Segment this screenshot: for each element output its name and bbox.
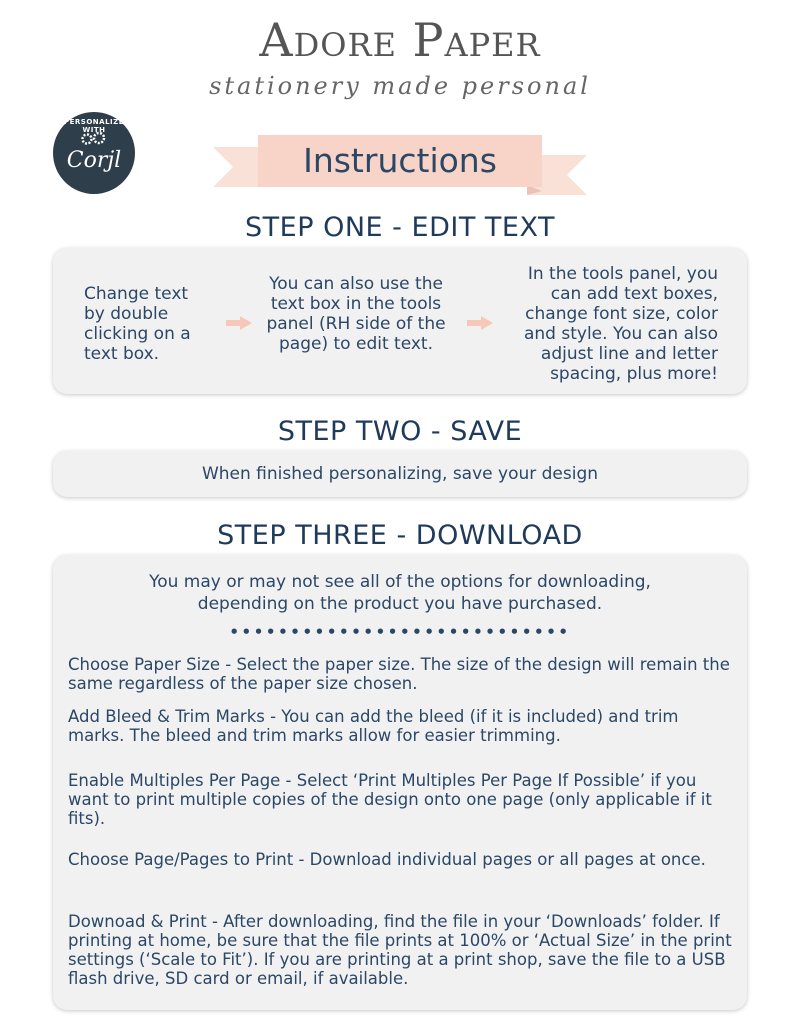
dotted-divider: ••••••••••••••••••••••••••••	[229, 623, 571, 641]
instructions-title: Instructions	[303, 141, 497, 180]
step-two-heading: STEP TWO - SAVE	[277, 416, 523, 447]
download-item: Downoad & Print - After downloading, find the file in your ‘Downloads’ folder. If printing at home, be sure that the file prints at 100% or ‘Actual Size’ in the print settings (‘Scale to Fit’). If you are printing at a print shop, save the file to a USB flash drive, SD card or email, if available.	[68, 912, 732, 988]
arrow-right-icon	[226, 316, 252, 330]
brand-tagline: stationery made personal	[209, 72, 591, 100]
step-one-heading: STEP ONE - EDIT TEXT	[245, 212, 555, 243]
step-one-col2: You can also use the text box in the tools panel (RH side of the page) to edit text.	[266, 274, 446, 354]
step-two-text: When finished personalizing, save your design	[201, 464, 599, 484]
download-item: Enable Multiples Per Page - Select ‘Print Multiples Per Page If Possible’ if you want to print multiple copies of the design onto one page (only applicable if it fits).	[68, 771, 712, 828]
corjl-badge	[53, 112, 135, 194]
download-item: Choose Page/Pages to Print - Download individual pages or all pages at once.	[68, 850, 706, 869]
arrow-right-icon	[467, 316, 493, 330]
badge-top-text: PERSONALIZE WITH	[64, 118, 124, 134]
brand-title: Adore Paper	[259, 13, 541, 67]
step-one-col3: In the tools panel, you can add text boxes, change font size, color and style. You can also adjust line and letter spacing, plus more!	[523, 264, 718, 384]
download-item: Choose Paper Size - Select the paper size. The size of the design will remain the same regardless of the paper size chosen.	[68, 655, 730, 693]
step-three-heading: STEP THREE - DOWNLOAD	[217, 520, 583, 551]
step-one-col1: Change text by double clicking on a text box.	[84, 284, 191, 364]
step-three-intro: You may or may not see all of the options for downloading, depending on the product you have purchased.	[149, 572, 651, 614]
badge-logo: Corjl	[66, 148, 122, 173]
download-item: Add Bleed & Trim Marks - You can add the bleed (if it is included) and trim marks. The bleed and trim marks allow for easier trimming.	[68, 707, 679, 745]
